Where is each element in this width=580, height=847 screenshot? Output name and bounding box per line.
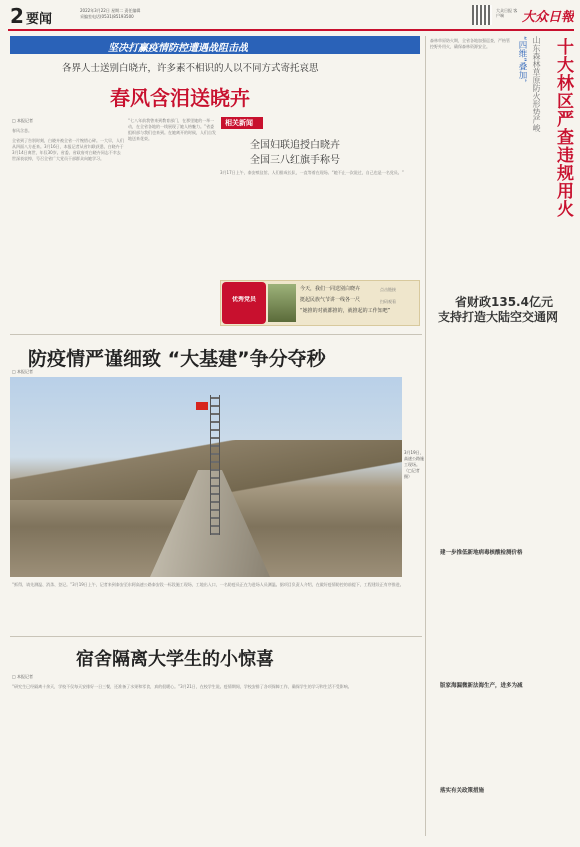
masthead-logo: 大众日報 — [522, 10, 575, 25]
section-divider — [10, 636, 422, 637]
photo-caption: 3月19日，高速公路施工现场。（□记者 摄） — [404, 450, 424, 479]
story-1-byline: □ 本报记者 — [12, 118, 34, 123]
related-headline-2[interactable]: 全国三八红旗手称号 — [250, 155, 340, 166]
header-meta-line-1: 2022年3月22日 星期二 责任编辑 — [80, 8, 141, 13]
story-2-body: “抓得，请先测温、消杀、登记。”3月19日上午，记者来到泰安至东阿高速公路泰安段一标段施工现场，工地出入口，一名防疫员正在为进场人员测温。据项目负责人介绍，在做好疫情防控的前提下，工程建设正有序推进。 — [12, 582, 404, 587]
right-headline[interactable]: 十大林区严查违规用火 — [553, 38, 573, 218]
qr-caption: 大众日报 客户端 — [496, 8, 518, 18]
story-2-byline: □ 本报记者 — [12, 369, 34, 374]
right-subhead-1[interactable]: 省财政135.4亿元 — [455, 295, 553, 309]
right-vertical-sub: 山东森林草原防火形势严峻 — [532, 36, 541, 132]
right-vertical-kicker: “四维”叠加， — [517, 36, 527, 88]
header-meta — [80, 8, 260, 20]
story-1-headline[interactable]: 春风含泪送晓卉 — [110, 86, 250, 110]
promo-caption-1: 点击链接 — [380, 287, 396, 292]
flag-icon — [196, 402, 208, 410]
header-divider — [8, 29, 574, 31]
banner-title: 坚决打赢疫情防控遭遇战阻击战 — [108, 43, 248, 54]
story-2-headline[interactable]: 防疫情严谨细致 “大基建”争分夺秒 — [28, 348, 326, 370]
promo-link-1[interactable]: 今天，我们一同送别白晓卉 — [300, 286, 361, 292]
story-3-body: “研究生已经隔离十余天，学校不仅每天安排好一日三餐，还准备了水果和零食，真的很暖心。”3月21日，在校学生说。疫情期间，学校安排了各项保障工作，确保学生的学习和生活不受影响。 — [12, 684, 352, 689]
story-1-body-col-2: “七八年前我曾来到教育部门，在那里她的一举一动，在全省各地的一线展现了她人格魅力。”省委组织部与我们也来到。在她离开的时候，人们自发地送来花束。 — [128, 118, 216, 141]
page-number: 2 — [10, 4, 24, 28]
section-name: 要闻 — [26, 12, 53, 27]
related-headline-1[interactable]: 全国妇联追授白晓卉 — [250, 140, 340, 151]
section-divider — [10, 334, 422, 335]
right-body: 森林草原防火期，全省各地加强巡查，严格管控野外用火，确保森林资源安全。 — [430, 38, 510, 49]
photo-tower — [210, 395, 220, 535]
story-1-lead: 春风含悲。 — [12, 128, 32, 133]
story-3-headline[interactable]: 宿舍隔离大学生的小惊喜 — [76, 649, 274, 670]
promo-link-2[interactable]: 挺起民族气节讲一线各一尺 — [300, 297, 361, 303]
promo-link-3[interactable]: “她推的对就都推的，就推起的工作知吧” — [300, 308, 391, 314]
right-section-c[interactable]: 落实有关政策措施 — [440, 788, 485, 794]
right-subhead-2[interactable]: 支持打造大陆空交通网 — [438, 310, 559, 324]
promo-badge-label: 优秀党员 — [231, 296, 256, 303]
promo-photo — [268, 284, 296, 322]
story-1-kicker: 各界人士送别白晓卉，许多素不相识的人以不同方式寄托哀思 — [62, 63, 319, 74]
right-section-b[interactable]: 版家海漏微新法海生产，进多为减 — [440, 683, 523, 689]
right-section-a[interactable]: 建一步推低新地病毒核酸检测价格 — [440, 550, 523, 556]
related-news-label: 相关新闻 — [225, 119, 253, 127]
story-1-body-col-1: 全省到了告别时刻，白晓卉被全省一片惋惜心碎。一大早，人们从四面八方赶来。3月16日，本报记者从省妇联获悉，白晓卉于3月14日离世，年仅30岁。省委、省政府对白晓卉同志不幸去世深表哀悼，号召全省广大党员干部群众向她学习。 — [12, 138, 124, 161]
header-meta-line-2: 采编室电话(0531)85193500 — [80, 14, 134, 19]
column-divider — [425, 36, 426, 836]
story-3-byline: □ 本报记者 — [12, 674, 34, 679]
qr-code-icon[interactable] — [472, 5, 492, 25]
promo-caption-2: 扫码观看 — [380, 299, 396, 304]
story-1-body-col-3: 3月17日上午，泰安殡仪馆，人们排成长队，一直等着在现场。“她不止一次说过，自己也是一名党员。” — [220, 170, 404, 175]
